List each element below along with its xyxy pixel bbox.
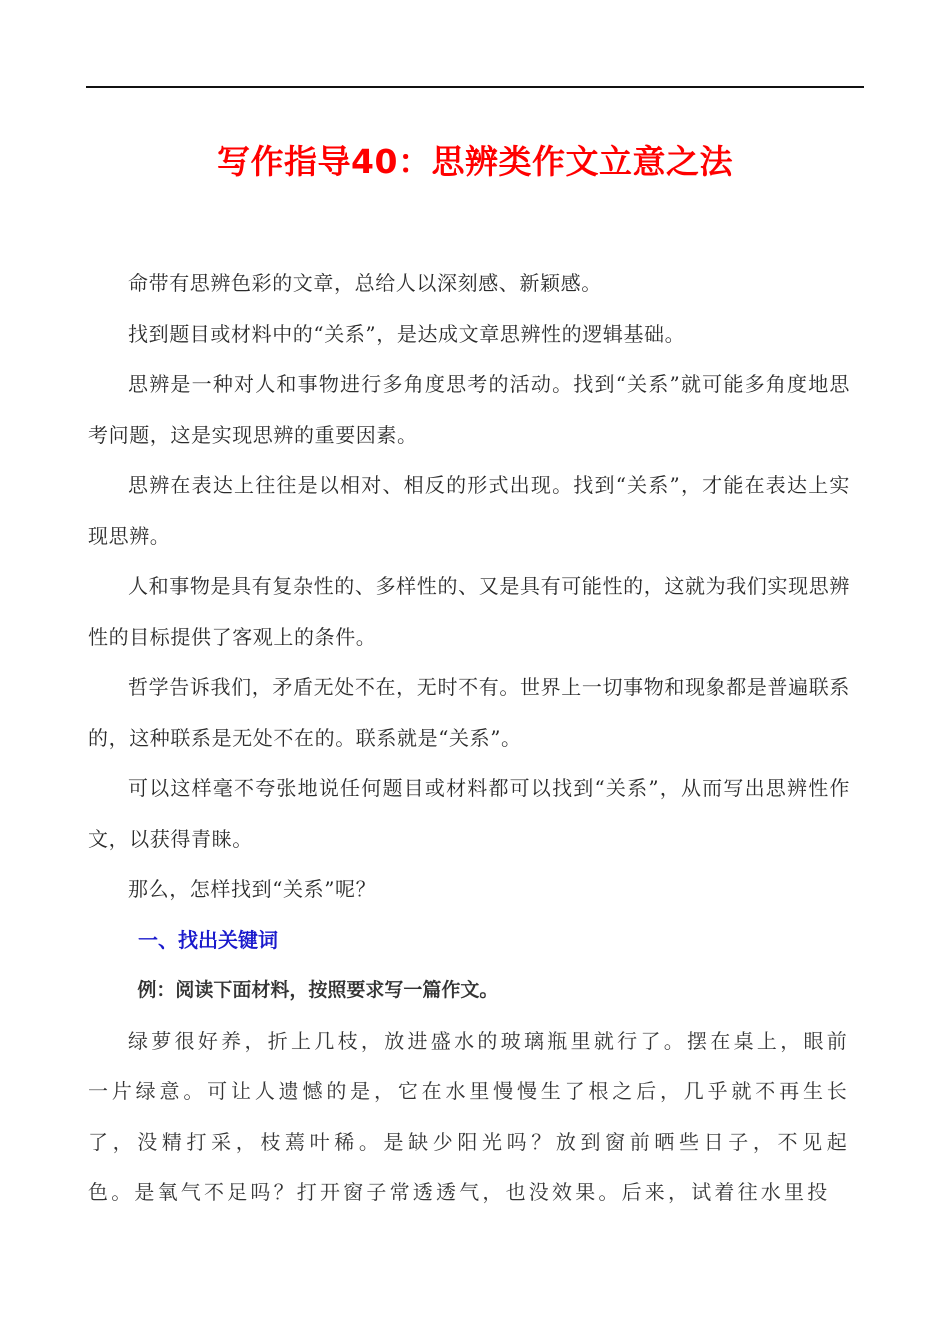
- document-title: 写作指导40：思辨类作文立意之法: [217, 142, 733, 182]
- header-rule: [86, 86, 864, 88]
- material-paragraph: 绿萝很好养，折上几枝，放进盛水的玻璃瓶里就行了。摆在桌上，眼前一片绿意。可让人遗憾的是，它在水里慢慢生了根之后，几乎就不再生长了，没精打采，枝蔫叶稀。是缺少阳光吗？放到窗前晒些日子，不见起色。是氧气不足吗？打开窗子常透透气，也没效果。后来，试着往水里投: [88, 1028, 850, 1204]
- paragraph: 可以这样毫不夸张地说任何题目或材料都可以找到“关系”，从而写出思辨性作文，以获得青睐。: [88, 776, 850, 851]
- paragraph: 命带有思辨色彩的文章，总给人以深刻感、新颖感。: [128, 271, 602, 295]
- document-body: [88, 258, 850, 1218]
- paragraph: 人和事物是具有复杂性的、多样性的、又是具有可能性的，这就为我们实现思辨性的目标提供了客观上的条件。: [88, 574, 850, 649]
- paragraph: 找到题目或材料中的“关系”，是达成文章思辨性的逻辑基础。: [128, 321, 686, 346]
- paragraph: 思辨在表达上往往是以相对、相反的形式出现。找到“关系”，才能在表达上实现思辨。: [88, 473, 850, 548]
- paragraph: 思辨是一种对人和事物进行多角度思考的活动。找到“关系”就可能多角度地思考问题，这是实现思辨的重要因素。: [88, 372, 850, 447]
- paragraph: 那么，怎样找到“关系”呢？: [128, 877, 377, 901]
- paragraph: 哲学告诉我们，矛盾无处不在，无时不有。世界上一切事物和现象都是普遍联系的，这种联系是无处不在的。联系就是“关系”。: [88, 675, 850, 750]
- example-label: 例：阅读下面材料，按照要求写一篇作文。: [137, 979, 499, 1001]
- section-heading: 一、找出关键词: [138, 927, 278, 952]
